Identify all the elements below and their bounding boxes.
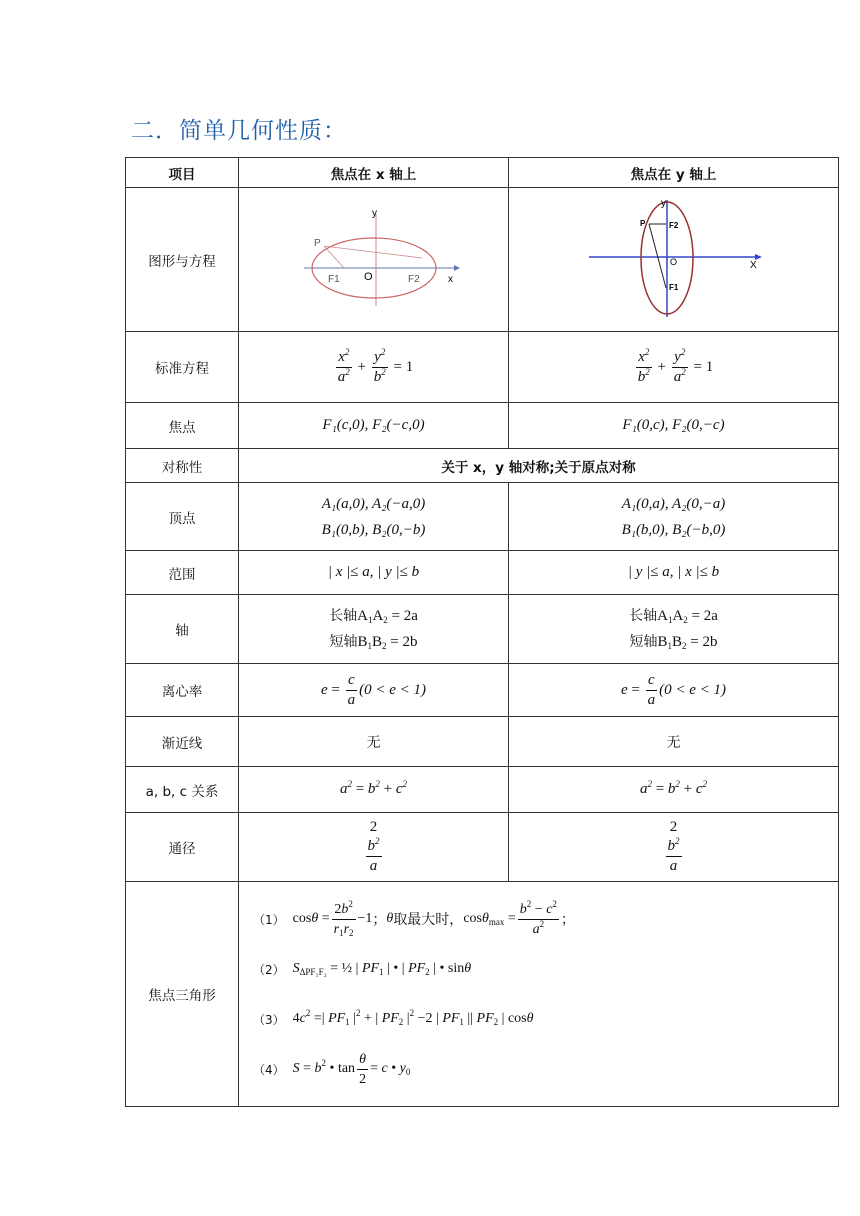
row-label-figure: 图形与方程 (126, 188, 239, 332)
svg-text:O: O (669, 257, 677, 267)
vertices-y-b: B₁(b,0), B₂(−b,0) (621, 521, 726, 538)
latus-row (126, 813, 839, 882)
latus-x: 2 $b^2$ a (239, 813, 509, 882)
range-y: | y |≤ a, | x |≤ b (509, 551, 839, 595)
foci-x: F₁(c,0), F₂(−c,0) (239, 403, 509, 449)
row-label-standard-eq: 标准方程 (126, 332, 239, 403)
asymptote-row (126, 717, 839, 767)
eccentricity-row (126, 664, 839, 717)
row-label-vertices: 顶点 (126, 483, 239, 551)
eccentricity-x: e = $\frac{c}{a}$ (0 < e < 1) (239, 664, 509, 717)
eccentricity-y: e = $\frac{c}{a}$ (0 < e < 1) (509, 664, 839, 717)
focal-triangle-formulas (239, 882, 839, 1107)
ellipse-x-diagram (284, 202, 464, 312)
header-item: 项目 (126, 158, 239, 188)
axis-label-y-2: y (660, 198, 666, 209)
formula-1: （1） cosθ = $\frac{2b^2}{r_1r_2}$ −1 ； θ 取最大时， cosθ$_{max}$ = $\frac{b^2 - c^2}{a^2}$ ； (253, 898, 575, 938)
vertices-row (126, 483, 839, 551)
header-x-axis: 焦点在 x 轴上 (239, 158, 509, 188)
standard-eq-y: $\frac{x^2}{b^2}$ + $\frac{y^2}{a^2}$ = 1 (509, 332, 839, 403)
svg-text:x: x (447, 274, 453, 285)
row-label-range: 范围 (126, 551, 239, 595)
row-label-focal-triangle: 焦点三角形 (126, 882, 239, 1107)
row-label-eccentricity: 离心率 (126, 664, 239, 717)
row-label-asymptote: 渐近线 (126, 717, 239, 767)
section-heading: 二．简单几何性质： (131, 118, 347, 144)
formula-4: （4） $S = b^2$ • tan $\frac{\theta}{2}$ = c • $y_0$ (253, 1051, 411, 1087)
svg-text:F1: F1 (327, 274, 340, 285)
ellipse-properties-table (125, 157, 839, 1107)
abc-y: $a^2 = b^2 + c^2$ (509, 767, 839, 813)
standard-eq-x: $\frac{x^2}{a^2}$ + $\frac{y^2}{b^2}$ = 1 (239, 332, 509, 403)
abc-row (126, 767, 839, 813)
svg-text:P: P (313, 238, 321, 249)
svg-text:O: O (363, 271, 373, 283)
header-y-axis: 焦点在 y 轴上 (509, 158, 839, 188)
formula-2: （2） $S_{\Delta PF_1F_2}$ = ½ | $PF_1$ | • | $PF_2$ | • sinθ (253, 961, 472, 977)
latus-y: 2 $b^2$ a (509, 813, 839, 882)
svg-text:F2: F2 (668, 221, 678, 230)
asymptote-x: 无 (239, 717, 509, 767)
abc-x: $a^2 = b^2 + c^2$ (239, 767, 509, 813)
formula-3: （3） $4c^2$ =| $PF_1$ $|^2$ + | $PF_2$ $|^2 -2$ | $PF_1$ || $PF_2$ | cosθ (253, 1008, 534, 1027)
svg-text:F1: F1 (668, 283, 678, 292)
ellipse-y-diagram (579, 192, 769, 322)
row-label-symmetry: 对称性 (126, 449, 239, 483)
axis-x: 长轴$A_1A_2 = 2a$ 短轴$B_1B_2 = 2b$ (239, 595, 509, 664)
vertices-y (509, 483, 839, 551)
range-x: | x |≤ a, | y |≤ b (239, 551, 509, 595)
svg-text:F2: F2 (407, 274, 420, 285)
symmetry-value: 关于 x，y 轴对称;关于原点对称 (239, 449, 839, 483)
symmetry-row (126, 449, 839, 483)
vertices-x-b: B₁(0,b), B₂(0,−b) (321, 521, 426, 538)
figure-row (126, 188, 839, 332)
axis-label-y: y (371, 208, 377, 219)
header-row (126, 158, 839, 188)
row-label-abc: a, b, c 关系 (126, 767, 239, 813)
row-label-latus: 通径 (126, 813, 239, 882)
foci-row (126, 403, 839, 449)
asymptote-y: 无 (509, 717, 839, 767)
row-label-foci: 焦点 (126, 403, 239, 449)
vertices-x (239, 483, 509, 551)
ellipse-y-figure (509, 188, 839, 332)
svg-text:P: P (639, 219, 645, 228)
axis-row (126, 595, 839, 664)
svg-text:X: X (749, 260, 757, 271)
row-label-axis: 轴 (126, 595, 239, 664)
focal-triangle-row (126, 882, 839, 1107)
axis-y: 长轴$A_1A_2 = 2a$ 短轴$B_1B_2 = 2b$ (509, 595, 839, 664)
vertices-y-a: A₁(0,a), A₂(0,−a) (621, 495, 726, 512)
standard-equation-row (126, 332, 839, 403)
range-row (126, 551, 839, 595)
ellipse-x-figure (239, 188, 509, 332)
foci-y: F₁(0,c), F₂(0,−c) (509, 403, 839, 449)
vertices-x-a: A₁(a,0), A₂(−a,0) (321, 495, 426, 512)
